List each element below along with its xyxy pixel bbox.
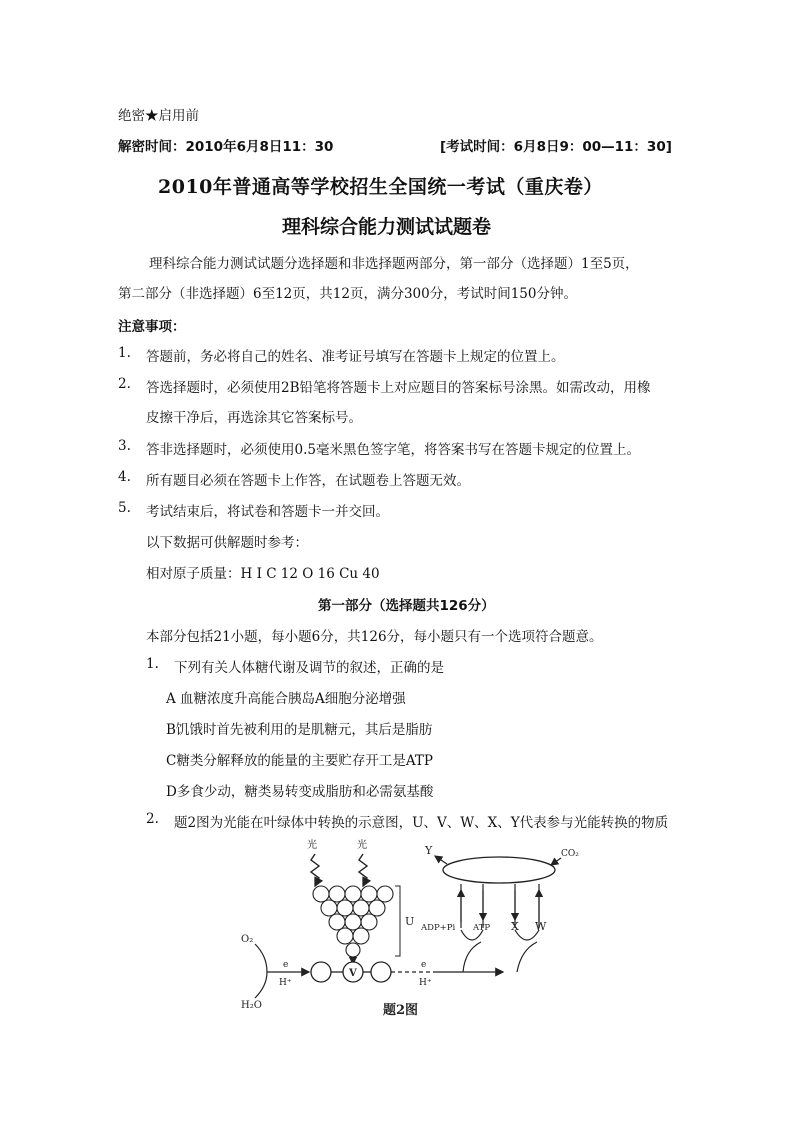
note-text: 答选择题时，必须使用2B铅笔将答题卡上对应题目的答案标号涂黑。如需改动，用橡	[146, 380, 651, 396]
note-number: 4.	[118, 469, 131, 485]
note-number: 3.	[118, 438, 131, 454]
question-stem: 下列有关人体糖代谢及调节的叙述，正确的是	[174, 660, 444, 676]
exam-subtitle: 理科综合能力测试试题卷	[282, 216, 492, 238]
question-number: 1.	[146, 656, 159, 672]
label-co2: CO₂	[561, 849, 579, 859]
light-label-2: 光	[357, 840, 367, 851]
atomic-mass-line: 相对原子质量：H I C 12 O 16 Cu 40	[146, 566, 380, 582]
part1-heading: 第一部分（选择题共126分）	[318, 598, 495, 614]
figure-caption: 题2图	[383, 1003, 419, 1018]
label-adp: ADP+Pi	[421, 923, 456, 933]
note-number: 1.	[118, 345, 131, 361]
label-h-right: H⁺	[419, 978, 432, 988]
option-d: D多食少动，糖类易转变成脂肪和必需氨基酸	[166, 784, 434, 800]
pigment-cluster	[313, 886, 393, 957]
option-c: C糖类分解释放的能量的主要贮存开工是ATP	[166, 753, 433, 769]
question-stem: 题2图为光能在叶绿体中转换的示意图，U、V、W、X、Y代表参与光能转换的物质	[174, 815, 669, 831]
option-b: B饥饿时首先被利用的是肌糖元，其后是脂肪	[166, 722, 433, 738]
light-label-1: 光	[307, 840, 317, 851]
secret-label: 绝密★启用前	[118, 108, 199, 124]
label-u: U	[405, 915, 415, 928]
water-split-bracket	[255, 944, 267, 998]
label-w: W	[535, 920, 547, 933]
label-x: X	[511, 920, 519, 933]
note-text-continued: 皮擦干净后，再选涂其它答案标号。	[146, 410, 362, 426]
intro-line-1: 理科综合能力测试试题分选择题和非选择题两部分，第一部分（选择题）1至5页，	[149, 256, 639, 272]
carrier-circle	[371, 962, 391, 982]
label-e-left: e	[283, 960, 289, 970]
note-number: 5.	[118, 500, 131, 516]
ellipse-to-y-arrow	[435, 856, 447, 864]
note-text: 答非选择题时，必须使用0.5毫米黑色签字笔，将答案书写在答题卡规定的位置上。	[146, 442, 640, 458]
calvin-cycle-ellipse	[443, 857, 555, 883]
label-e-right: e	[421, 960, 427, 970]
exam-title: 2010年普通高等学校招生全国统一考试（重庆卷）	[158, 176, 603, 198]
note-text: 所有题目必须在答题卡上作答，在试题卷上答题无效。	[146, 473, 470, 489]
light-zigzag-1	[311, 854, 319, 886]
label-y: Y	[425, 844, 433, 857]
label-atp: ATP	[473, 923, 491, 933]
part1-description: 本部分包括21小题，每小题6分，共126分，每小题只有一个选项符合题意。	[146, 629, 603, 645]
note-text: 考试结束后，将试卷和答题卡一并交回。	[146, 504, 389, 520]
note-number: 2.	[118, 376, 131, 392]
xw-chain-loop	[517, 942, 537, 972]
notes-heading: 注意事项：	[118, 319, 186, 335]
co2-to-ellipse-arrow	[551, 858, 561, 865]
chloroplast-energy-diagram	[235, 832, 580, 1024]
exam-time: [考试时间：6月8日9：00—11：30]	[440, 139, 672, 155]
light-zigzag-2	[359, 854, 367, 886]
reference-intro: 以下数据可供解题时参考：	[146, 535, 308, 551]
label-v: V	[349, 968, 357, 979]
atp-chain-loop	[463, 942, 481, 972]
decrypt-time: 解密时间：2010年6月8日11：30	[118, 139, 334, 155]
label-h-left: H⁺	[279, 978, 292, 988]
carrier-circle	[311, 962, 331, 982]
intro-line-2: 第二部分（非选择题）6至12页，共12页，满分300分，考试时间150分钟。	[118, 286, 577, 302]
option-a: A 血糖浓度升高能合胰岛A细胞分泌增强	[166, 691, 406, 707]
u-bracket	[395, 886, 400, 956]
label-o2: O₂	[241, 934, 254, 945]
note-text: 答题前，务必将自己的姓名、准考证号填写在答题卡上规定的位置上。	[146, 349, 565, 365]
question-number: 2.	[146, 811, 159, 827]
label-h2o: H₂O	[241, 1000, 262, 1011]
